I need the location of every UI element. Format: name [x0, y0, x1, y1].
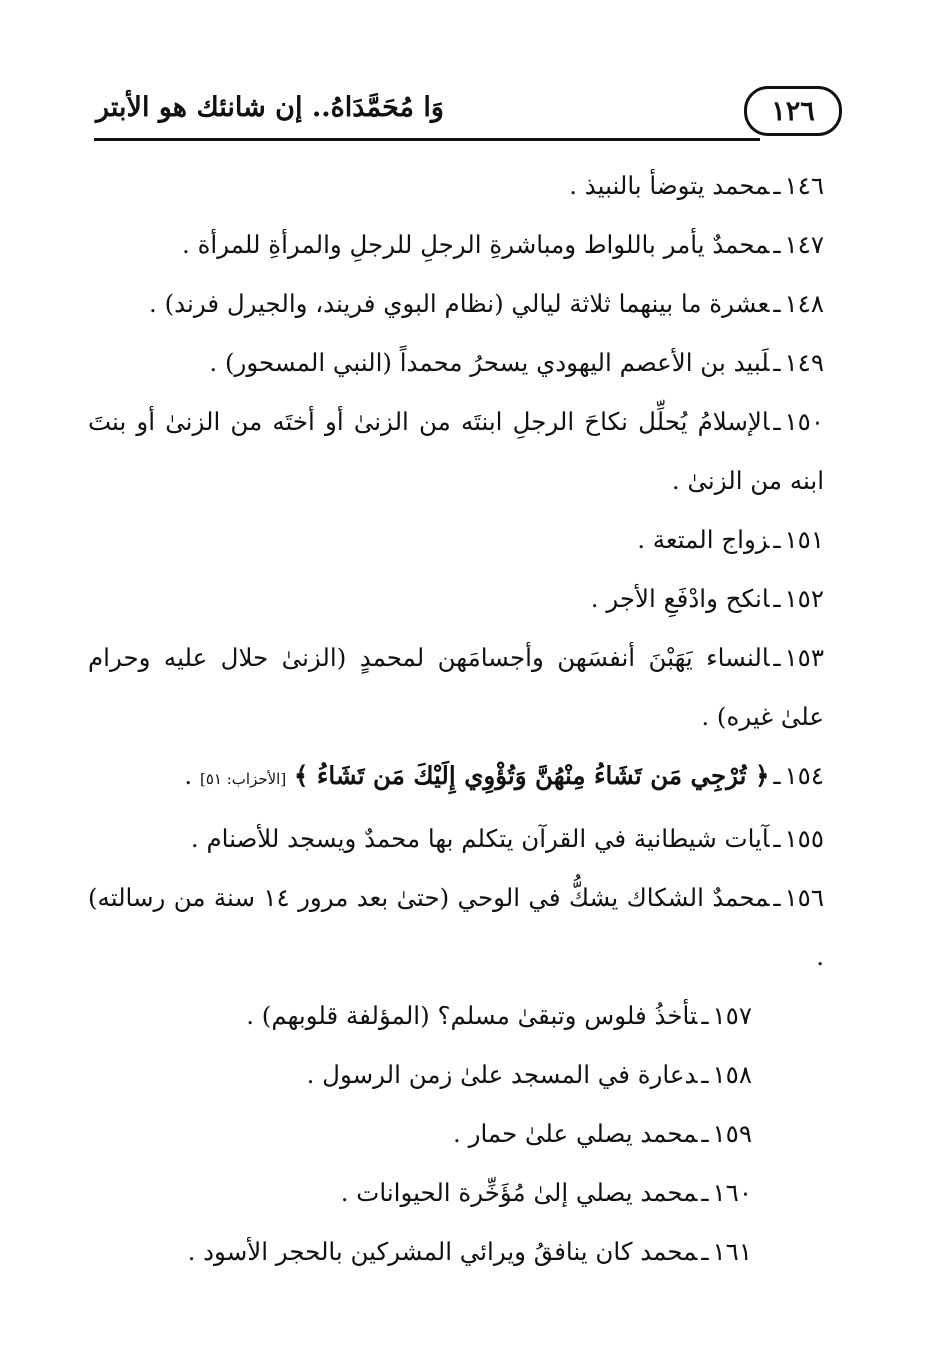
item-text: انكح وادْفَعِ الأجر . — [590, 584, 770, 613]
item-text: تأخذُ فلوس وتبقىٰ مسلم؟ (المؤلفة قلوبهم) . — [246, 1001, 698, 1030]
item-number: ١٥٠ — [784, 407, 824, 436]
item-list — [88, 156, 824, 1281]
list-item: ١٥٠ـالإسلامُ يُحلِّل نكاحَ الرجلِ ابنتَه من الزنىٰ أو أختَه من الزنىٰ أو بنتَ ابنه من الزنىٰ . — [88, 392, 824, 510]
item-number: ١٤٨ — [784, 289, 824, 318]
list-item: ١٦٠ـمحمد يصلي إلىٰ مُؤَخِّرة الحيوانات . — [88, 1163, 824, 1222]
item-number: ١٥١ — [784, 525, 824, 554]
list-item: ١٤٧ـمحمدٌ يأمر باللواط ومباشرةِ الرجلِ للرجلِ والمرأةِ للمرأة . — [88, 215, 824, 274]
list-item: ١٤٩ـلَبيد بن الأعصم اليهودي يسحرُ محمداً (النبي المسحور) . — [88, 333, 824, 392]
item-number: ١٥٤ — [784, 761, 824, 790]
item-text: محمد يتوضأ بالنبيذ . — [569, 171, 770, 200]
item-end: . — [184, 761, 193, 790]
item-text: عشرة ما بينهما ثلاثة ليالي (نظام البوي فريند، والجيرل فرند) . — [149, 289, 770, 318]
item-text: النساء يَهَبْنَ أنفسَهن وأجسامَهن لمحمدٍ (الزنىٰ حلال عليه وحرام علىٰ غيره) . — [88, 643, 824, 731]
item-text: محمدٌ يأمر باللواط ومباشرةِ الرجلِ للرجلِ والمرأةِ للمرأة . — [182, 230, 770, 259]
list-item: ١٥٨ـدعارة في المسجد علىٰ زمن الرسول . — [88, 1045, 824, 1104]
item-number: ١٤٩ — [784, 348, 824, 377]
list-item: ١٥٥ـآيات شيطانية في القرآن يتكلم بها محمدٌ ويسجد للأصنام . — [88, 809, 824, 868]
page-number: ١٢٦ — [744, 86, 842, 136]
item-text: زواج المتعة . — [637, 525, 770, 554]
item-text: محمد يصلي إلىٰ مُؤَخِّرة الحيوانات . — [340, 1178, 698, 1207]
item-number: ١٥٦ — [784, 883, 824, 912]
item-number: ١٥٧ — [712, 1001, 752, 1030]
quran-verse: ﴿ تُرْجِي مَن تَشَاءُ مِنْهُنَّ وَتُؤْوِي إِلَيْكَ مَن تَشَاءُ ﴾ — [293, 761, 770, 790]
item-number: ١٦١ — [712, 1237, 752, 1266]
item-text: محمدٌ الشكاك يشكُّ في الوحي (حتىٰ بعد مرور ١٤ سنة من رسالته) . — [88, 883, 824, 971]
list-item: ١٥٦ـمحمدٌ الشكاك يشكُّ في الوحي (حتىٰ بعد مرور ١٤ سنة من رسالته) . — [88, 868, 824, 986]
item-text: لَبيد بن الأعصم اليهودي يسحرُ محمداً (النبي المسحور) . — [209, 348, 770, 377]
page-header — [92, 78, 842, 136]
list-item: ١٥٢ـانكح وادْفَعِ الأجر . — [88, 569, 824, 628]
item-number: ١٥٥ — [784, 824, 824, 853]
item-number: ١٥٨ — [712, 1060, 752, 1089]
item-number: ١٤٧ — [784, 230, 824, 259]
item-text: الإسلامُ يُحلِّل نكاحَ الرجلِ ابنتَه من الزنىٰ أو أختَه من الزنىٰ أو بنتَ ابنه من الزنىٰ . — [88, 407, 824, 495]
item-number: ١٥٩ — [712, 1119, 752, 1148]
list-item: ١٤٦ـمحمد يتوضأ بالنبيذ . — [88, 156, 824, 215]
verse-citation: [الأحزاب: ٥١] — [199, 770, 287, 788]
list-item: ١٤٨ـعشرة ما بينهما ثلاثة ليالي (نظام البوي فريند، والجيرل فرند) . — [88, 274, 824, 333]
item-text: آيات شيطانية في القرآن يتكلم بها محمدٌ ويسجد للأصنام . — [190, 824, 770, 853]
header-divider — [94, 138, 760, 141]
running-title: وَا مُحَمَّدَاهُ.. إن شانئك هو الأبتر — [96, 92, 444, 123]
list-item: ١٦١ـمحمد كان ينافقُ ويرائي المشركين بالحجر الأسود . — [88, 1222, 824, 1281]
list-item: ١٥٣ـالنساء يَهَبْنَ أنفسَهن وأجسامَهن لمحمدٍ (الزنىٰ حلال عليه وحرام علىٰ غيره) . — [88, 628, 824, 746]
item-number: ١٦٠ — [712, 1178, 752, 1207]
list-item: ١٥١ـزواج المتعة . — [88, 510, 824, 569]
item-text: دعارة في المسجد علىٰ زمن الرسول . — [306, 1060, 698, 1089]
item-number: ١٥٣ — [784, 643, 824, 672]
list-item: ١٥٤ـ﴿ تُرْجِي مَن تَشَاءُ مِنْهُنَّ وَتُؤْوِي إِلَيْكَ مَن تَشَاءُ ﴾ [الأحزاب: ٥١] . — [88, 746, 824, 809]
item-number: ١٥٢ — [784, 584, 824, 613]
item-number: ١٤٦ — [784, 171, 824, 200]
list-item: ١٥٧ـتأخذُ فلوس وتبقىٰ مسلم؟ (المؤلفة قلوبهم) . — [88, 986, 824, 1045]
item-text: محمد يصلي علىٰ حمار . — [453, 1119, 698, 1148]
item-text: محمد كان ينافقُ ويرائي المشركين بالحجر الأسود . — [187, 1237, 698, 1266]
list-item: ١٥٩ـمحمد يصلي علىٰ حمار . — [88, 1104, 824, 1163]
